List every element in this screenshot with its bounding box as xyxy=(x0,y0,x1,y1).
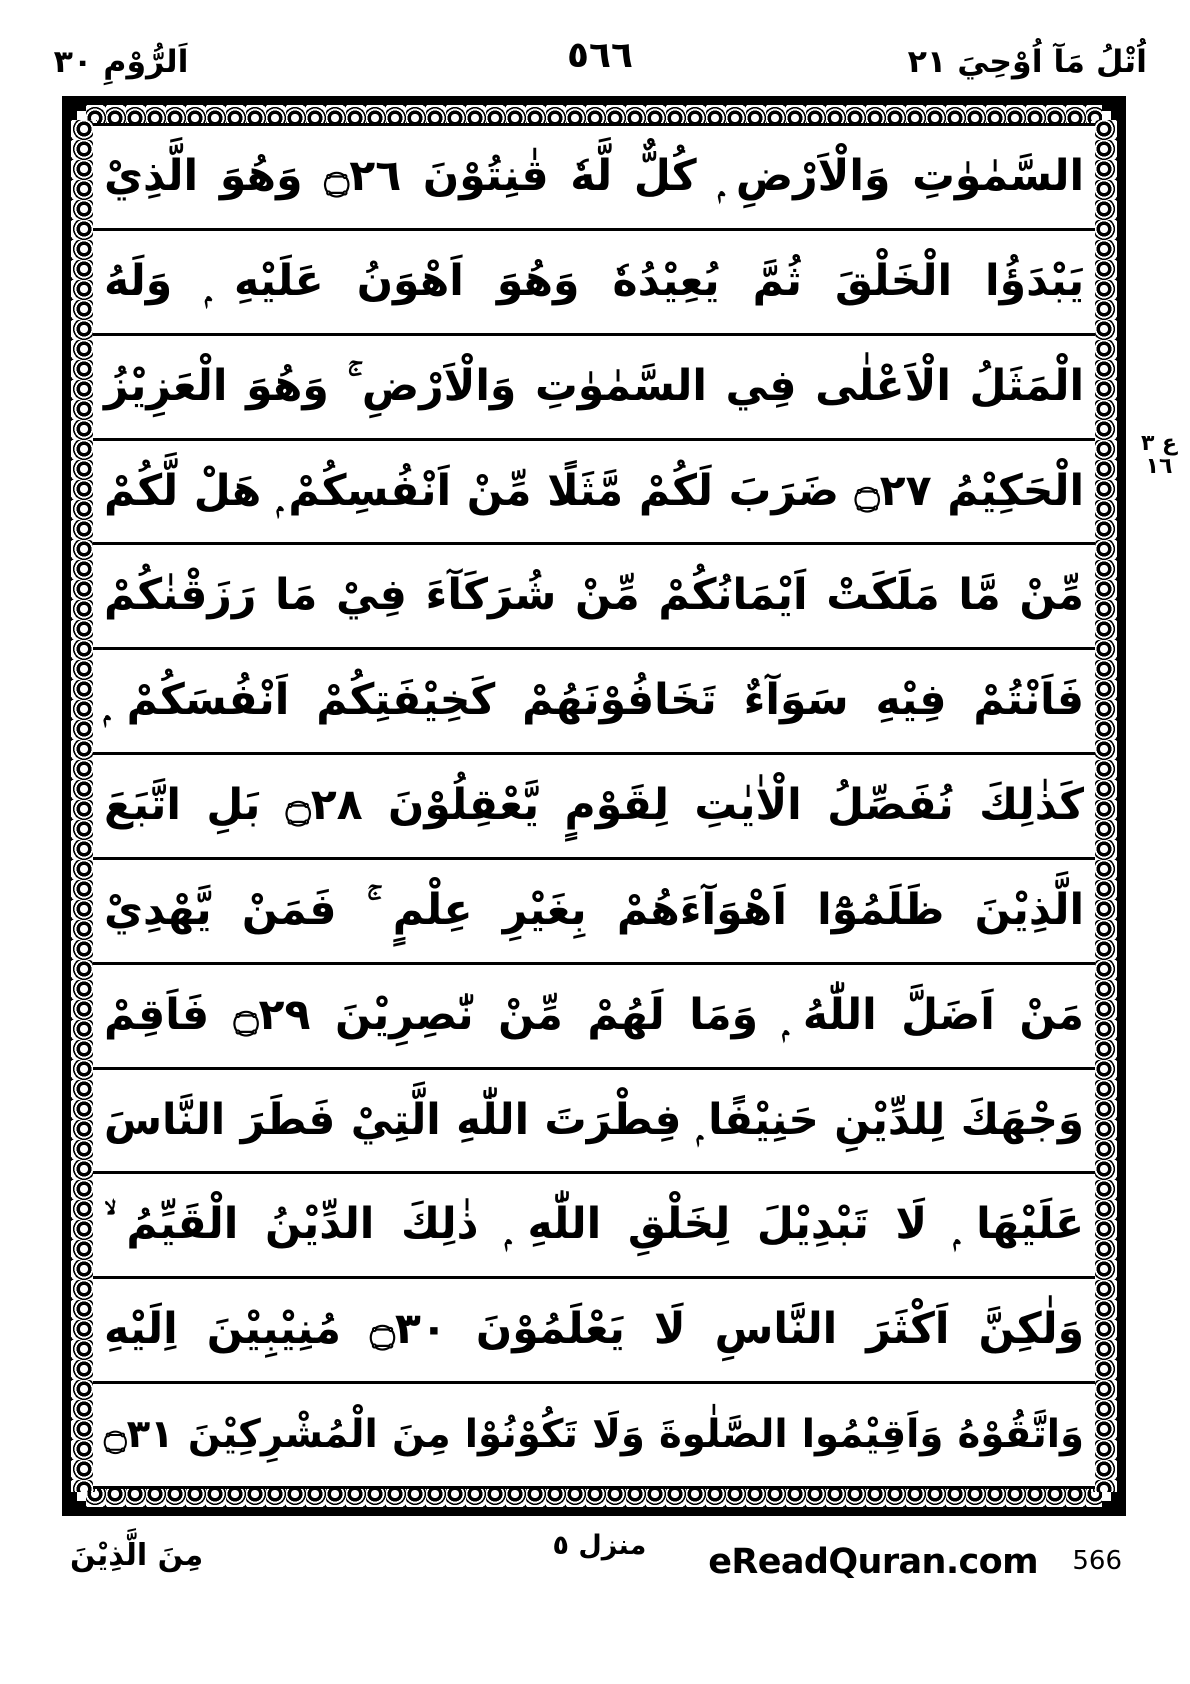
site-brand[interactable]: eReadQuran.com xyxy=(708,1542,1038,1582)
ruku-marker: ع ٣ ١٦ xyxy=(1140,431,1178,480)
page-header xyxy=(53,34,1148,90)
ayah-line-text: الْحَكِيْمُ ۝٢٧ ضَرَبَ لَكُمْ مَّثَلًا مِّنْ اَنْفُسِكُمْ ۭ هَلْ لَّكُمْ xyxy=(103,465,1085,516)
quran-text-block xyxy=(93,123,1095,1489)
ayah-line-text: وَاتَّقُوْهُ وَاَقِيْمُوا الصَّلٰوةَ وَلَا تَكُوْنُوْا مِنَ الْمُشْرِكِيْنَ ۝٣١ xyxy=(103,1412,1085,1458)
ayah-line-text: مَنْ اَضَلَّ اللّٰهُ ۭ وَمَا لَهُمْ مِّنْ نّٰصِرِيْنَ ۝٢٩ فَاَقِمْ xyxy=(103,989,1085,1040)
juz-name-header: اُتْلُ مَآ اُوْحِيَ ٢١ xyxy=(908,43,1148,80)
ayah-line xyxy=(93,441,1095,546)
ayah-line-text: السَّمٰوٰتِ وَالْاَرْضِ ۭ كُلٌّ لَّهٗ قٰنِتُوْنَ ۝٢٦ وَهُوَ الَّذِيْ xyxy=(103,150,1085,201)
ayah-line-text: الَّذِيْنَ ظَلَمُوْٓا اَهْوَآءَهُمْ بِغَيْرِ عِلْمٍ ۚ فَمَنْ يَّهْدِيْ xyxy=(103,884,1085,935)
page-footer xyxy=(60,1532,1150,1602)
surah-name-header: اَلرُّوْمِ ٣٠ xyxy=(53,43,189,80)
ayah-line xyxy=(93,231,1095,336)
ornamental-frame xyxy=(62,96,1126,1516)
ayah-line-text: فَاَنْتُمْ فِيْهِ سَوَآءٌ تَخَافُوْنَهُمْ كَخِيْفَتِكُمْ اَنْفُسَكُمْ ۭ xyxy=(103,675,1085,726)
catchword: مِنَ الَّذِيْنَ xyxy=(70,1538,204,1573)
ayah-line xyxy=(93,1279,1095,1384)
ayah-line-text: الْمَثَلُ الْاَعْلٰى فِي السَّمٰوٰتِ وَالْاَرْضِ ۚ وَهُوَ الْعَزِيْزُ xyxy=(103,360,1085,411)
ayah-line xyxy=(93,1174,1095,1279)
ayah-line-text: مِّنْ مَّا مَلَكَتْ اَيْمَانُكُمْ مِّنْ شُرَكَآءَ فِيْ مَا رَزَقْنٰكُمْ xyxy=(103,570,1085,621)
ayah-line-text: وَلٰكِنَّ اَكْثَرَ النَّاسِ لَا يَعْلَمُوْنَ ۝٣٠ مُنِيْبِيْنَ اِلَيْهِ xyxy=(103,1304,1085,1355)
frame-inner xyxy=(74,108,1114,1504)
ayah-line xyxy=(93,650,1095,755)
ayah-line xyxy=(93,965,1095,1070)
page-number-latin: 566 xyxy=(1072,1546,1122,1576)
ayah-line xyxy=(93,336,1095,441)
ayah-line-text: كَذٰلِكَ نُفَصِّلُ الْاٰيٰتِ لِقَوْمٍ يَّعْقِلُوْنَ ۝٢٨ بَلِ اتَّبَعَ xyxy=(103,780,1085,831)
ayah-line-text: يَبْدَؤُا الْخَلْقَ ثُمَّ يُعِيْدُهٗ وَهُوَ اَهْوَنُ عَلَيْهِ ۭ وَلَهُ xyxy=(103,255,1085,306)
ayah-line xyxy=(93,126,1095,231)
ayah-line xyxy=(93,1070,1095,1175)
ayah-line xyxy=(93,755,1095,860)
ayah-line-text: عَلَيْهَا ۭ لَا تَبْدِيْلَ لِخَلْقِ اللّٰهِ ۭ ذٰلِكَ الدِّيْنُ الْقَيِّمُ ۙ xyxy=(103,1199,1085,1250)
page-number-arabic: ٥٦٦ xyxy=(567,35,633,76)
ayah-line xyxy=(93,1384,1095,1486)
manzil-label: منزل ٥ xyxy=(552,1530,647,1561)
ayah-line xyxy=(93,545,1095,650)
ayah-line xyxy=(93,860,1095,965)
ayah-line-text: وَجْهَكَ لِلدِّيْنِ حَنِيْفًا ۭ فِطْرَتَ اللّٰهِ الَّتِيْ فَطَرَ النَّاسَ xyxy=(103,1095,1085,1145)
